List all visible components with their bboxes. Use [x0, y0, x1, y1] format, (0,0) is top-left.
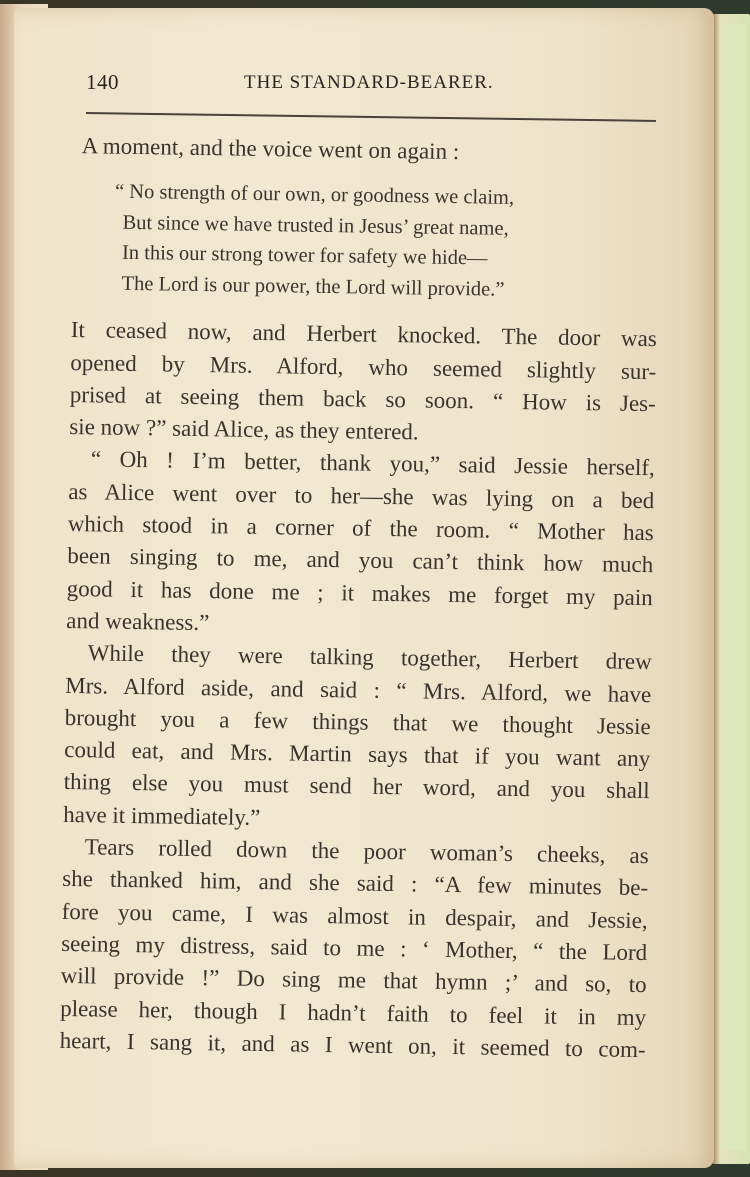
text-line: opened by Mrs. Alford, who seemed slightly sur-: [70, 349, 657, 384]
text-line: good it has done me ; it makes me forget my pain: [66, 575, 653, 610]
text-line: Mrs. Alford aside, and said : “ Mrs. Alford, we have: [65, 672, 652, 707]
text-line: and weakness.”: [66, 607, 210, 636]
text-line: could eat, and Mrs. Martin says that if you want any: [64, 737, 651, 772]
page-number: 140: [86, 70, 119, 94]
body-text: [59, 130, 659, 1066]
verse-line: The Lord is our power, the Lord will provide.”: [121, 272, 505, 301]
text-line: as Alice went over to her—she was lying on a bed: [68, 478, 655, 513]
text-line: have it immediately.”: [63, 801, 261, 830]
text-line: fore you came, I was almost in despair, and Jessie,: [61, 898, 648, 933]
verse-line: But since we have trusted in Jesus’ great name,: [122, 211, 509, 240]
text-line: brought you a few things that we thought Jessie: [64, 704, 651, 739]
text-line: thing else you must send her word, and you shall: [63, 769, 650, 804]
book-cover-inner: [722, 24, 746, 1150]
text-line: seeing my distress, said to me : ‘ Mother, “ the Lord: [61, 930, 648, 966]
text-line: sie now ?” said Alice, as they entered.: [69, 414, 419, 445]
text-line: It ceased now, and Herbert knocked. The door was: [70, 317, 657, 352]
text-line: Tears rolled down the poor woman’s cheeks, as: [84, 834, 649, 869]
verse-line: “ No strength of our own, or goodness we claim,: [114, 180, 515, 210]
text-line: which stood in a corner of the room. “ Mother has: [67, 511, 654, 546]
text-line: heart, I sang it, and as I went on, it seemed to com-: [59, 1027, 646, 1062]
text-line: While they were talking together, Herbert drew: [87, 640, 652, 675]
text-line: will provide !” Do sing me that hymn ;’ and so, to: [60, 963, 647, 998]
text-line: “ Oh ! I’m better, thank you,” said Jessie herself,: [90, 446, 655, 481]
text-line: she thanked him, and she said : “A few minutes be-: [62, 866, 649, 901]
text-line: prised at seeing them back so soon. “ How is Jes-: [69, 381, 656, 417]
text-line: please her, though I hadn’t faith to feel it in my: [60, 995, 647, 1030]
text-line: A moment, and the voice went on again :: [81, 133, 460, 165]
running-title: THE STANDARD-BEARER.: [244, 72, 494, 93]
text-line: been singing to me, and you can’t think how much: [67, 543, 654, 578]
page-header: [86, 70, 666, 104]
verse-line: In this our strong tower for safety we hide—: [121, 242, 488, 270]
